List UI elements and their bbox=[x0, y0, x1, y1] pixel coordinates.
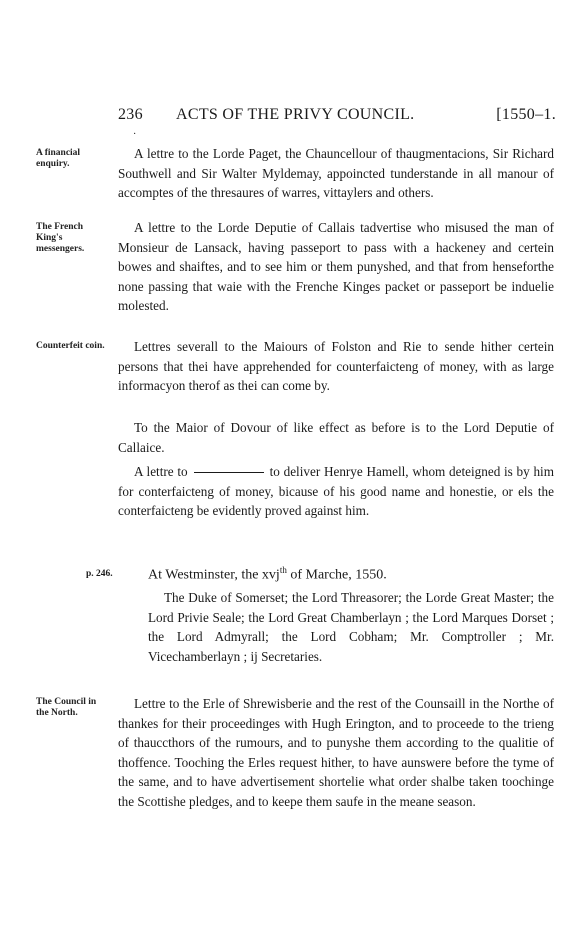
meeting-heading-text-end: of Marche, 1550. bbox=[286, 567, 387, 583]
margin-note-french-messengers: The French King's messengers. bbox=[36, 222, 85, 254]
meeting-heading-text: At Westminster, the xvj bbox=[148, 567, 280, 583]
entry-text-after-blank: to deliver Henrye Hamell, whom deteigned is by him for conterfaicteng of money, bicause of his good name and honestie, or els the conterfaicteng be evidently proved against him. bbox=[118, 464, 554, 519]
entry-paragraph: Lettre to the Erle of Shrewisberie and the rest of the Counsaill in the Northe of thankes for their proceedinges with Hugh Erington, and to proceede to the trieng of thauccthors of the rumours, and to punyshe them according to the qualitie of thoffence. Tooching the Erles request hither, to have aunswere before the tyme of the same, and to have advertisement shortelie what order shalbe taken toochinge the Scottishe pledges, and to keepe them saufe in the meane season. bbox=[118, 696, 554, 809]
entry-paragraph-with-blank bbox=[118, 462, 554, 521]
margin-note-council-north: The Council in the North. bbox=[36, 697, 97, 718]
entry-text-before-blank: A lettre to bbox=[134, 464, 188, 479]
blank-line bbox=[194, 472, 264, 473]
entry-paragraph: A lettre to the Lorde Paget, the Chauncellour of thaugmentacions, Sir Richard Southwell and Sir Walter Myldemay, appoincted tunderstande in all manour of accomptes of the thresaures of warres, vittaylers and others. bbox=[118, 146, 554, 201]
entry-paragraph: To the Maior of Dovour of like effect as before is to the Lord Deputie of Callaice. bbox=[118, 420, 554, 455]
entry-paragraph: Lettres severall to the Maiours of Folston and Rie to sende hither certein persons that thei have apprehended for counterfaicteng of money, with as large informacyon therof as thei can come by. bbox=[118, 339, 554, 394]
margin-note-counterfeit-coin: Counterfeit coin. bbox=[36, 341, 105, 351]
running-header bbox=[118, 106, 556, 128]
running-title: ACTS OF THE PRIVY COUNCIL. bbox=[176, 106, 415, 123]
meeting-heading-sup: th bbox=[279, 565, 287, 575]
attendance-list: The Duke of Somerset; the Lord Threasorer; the Lorde Great Master; the Lord Privie Seale; the Lord Great Chamberlayn ; the Lord Marques Dorset ; the Lord Admyrall; the Lord Cobham; Mr. Comptroller ; Mr. Vicechamberlayn ; ij Secretaries. bbox=[148, 590, 554, 664]
margin-note-financial-enquiry: A financial enquiry. bbox=[36, 148, 81, 169]
page-reference: p. 246. bbox=[86, 569, 113, 579]
meeting-heading bbox=[148, 565, 387, 584]
entry-paragraph: A lettre to the Lorde Deputie of Callais tadvertise who misused the man of Monsieur de Lansack, having passeport to pass with a hackeney and certein bowes and shaiftes, and to see him or them punyshed, and that from henseforthe none passing that waie with the Frenche Kinges packet or passeport be induelie molested. bbox=[118, 220, 554, 314]
year-range: [1550–1. bbox=[496, 106, 556, 123]
page-number: 236 bbox=[118, 106, 143, 123]
header-dot: · bbox=[133, 129, 137, 140]
